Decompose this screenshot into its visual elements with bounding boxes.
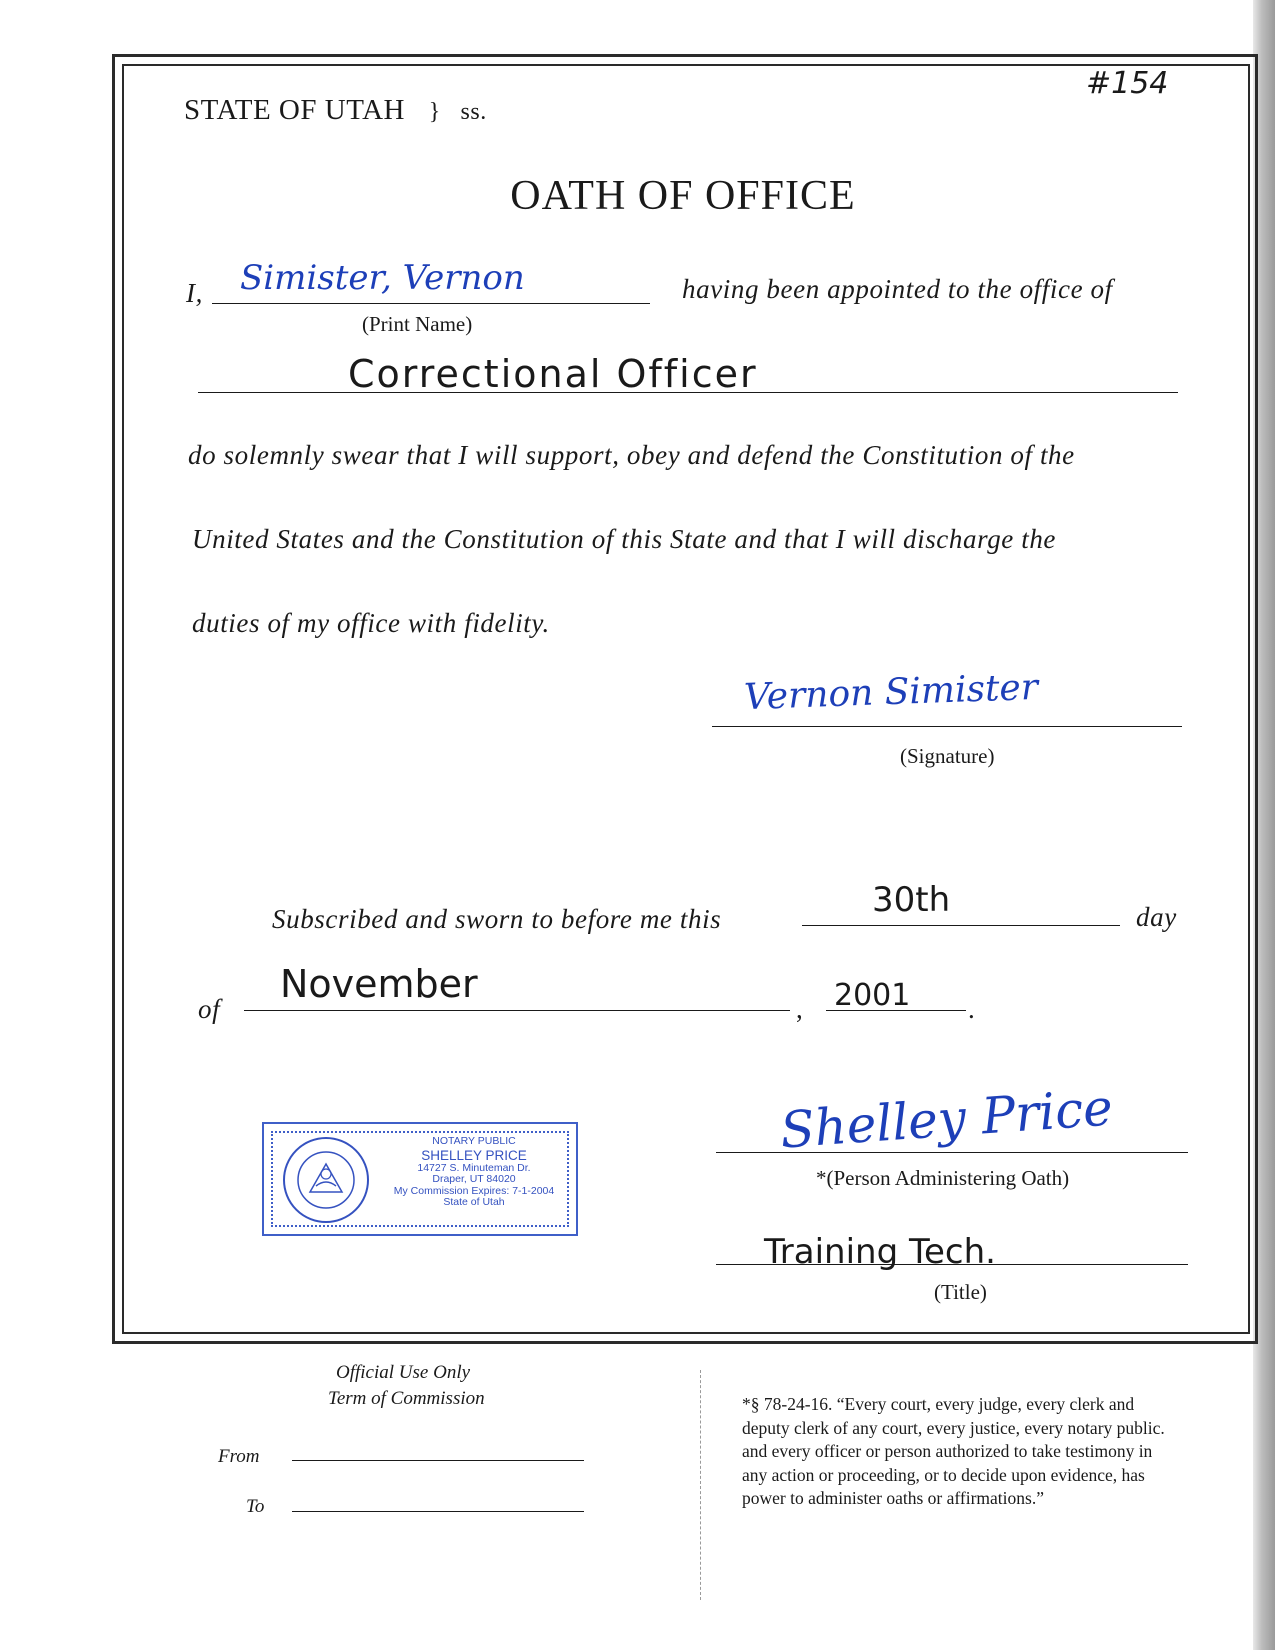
title-value[interactable]: Training Tech. (764, 1232, 996, 1272)
to-label: To (246, 1496, 265, 1517)
notary-stamp (262, 1122, 578, 1236)
ss-label: ss. (460, 99, 487, 125)
from-label: From (218, 1446, 260, 1467)
utah-seal-icon (280, 1134, 372, 1226)
section-divider (700, 1370, 701, 1600)
month-value[interactable]: November (280, 962, 478, 1006)
office-underline (198, 392, 1178, 393)
state-name: STATE OF UTAH (184, 94, 405, 126)
statute-line1: *§ 78-24-16. “Every court, every judge, every clerk and (742, 1394, 1135, 1414)
oath-paragraph-line2: United States and the Constitution of this State and that I will discharge the (192, 524, 1057, 554)
year-underline (826, 1010, 966, 1011)
day-value[interactable]: 30th (872, 880, 951, 920)
document-number: #154 (1086, 66, 1169, 101)
day-underline (802, 925, 1120, 926)
stamp-line3: 14727 S. Minuteman Dr. (417, 1161, 531, 1174)
signature-label: (Signature) (900, 744, 995, 768)
of-label: of (198, 994, 221, 1024)
year-comma: , (796, 994, 804, 1024)
signature-underline (712, 726, 1182, 727)
stamp-line5: My Commission Expires: 7-1-2004 (393, 1184, 555, 1197)
statute-text (742, 1393, 1222, 1511)
statute-line3: and every officer or person authorized to take testimony in (742, 1441, 1153, 1461)
from-line[interactable] (292, 1460, 584, 1461)
print-name-value[interactable]: Simister, Vernon (240, 258, 525, 298)
year-value[interactable]: 2001 (834, 978, 911, 1013)
administrator-underline (716, 1152, 1188, 1153)
day-label: day (1136, 902, 1177, 932)
stamp-line1: NOTARY PUBLIC (432, 1135, 516, 1147)
oath-paragraph-line1: do solemnly swear that I will support, obey and defend the Constitution of the (188, 440, 1075, 470)
sworn-text: Subscribed and sworn to before me this (272, 904, 722, 934)
month-underline (244, 1010, 790, 1011)
page-title: OATH OF OFFICE (510, 173, 856, 219)
to-line[interactable] (292, 1511, 584, 1512)
title-label: (Title) (934, 1280, 987, 1304)
appointed-text: having been appointed to the office of (682, 274, 1113, 304)
administrator-label: *(Person Administering Oath) (816, 1166, 1070, 1190)
title-underline (716, 1264, 1188, 1265)
stamp-line4: Draper, UT 84020 (432, 1173, 516, 1185)
stamp-text-block (374, 1136, 574, 1209)
statute-line4: any action or proceeding, or to decide upon evidence, has (742, 1464, 1145, 1485)
year-period: . (968, 994, 976, 1024)
stamp-line6: State of Utah (443, 1196, 505, 1208)
print-name-underline (212, 303, 650, 304)
stamp-line2: SHELLEY PRICE (421, 1147, 527, 1163)
office-value[interactable]: Correctional Officer (348, 352, 758, 396)
state-line (184, 94, 487, 127)
oath-signature[interactable]: Vernon Simister (743, 666, 1039, 719)
print-name-label: (Print Name) (362, 312, 473, 336)
brace: } (428, 99, 441, 125)
administrator-signature[interactable]: Shelley Price (778, 1078, 1115, 1160)
i-prefix: I, (186, 278, 203, 308)
statute-line5: power to administer oaths or affirmations.” (742, 1488, 1044, 1508)
term-of-commission-heading: Term of Commission (328, 1388, 485, 1409)
statute-line2: deputy clerk of any court, every justice, every notary public. (742, 1417, 1165, 1438)
oath-paragraph-line3: duties of my office with fidelity. (192, 608, 550, 638)
official-use-heading: Official Use Only (336, 1362, 471, 1383)
